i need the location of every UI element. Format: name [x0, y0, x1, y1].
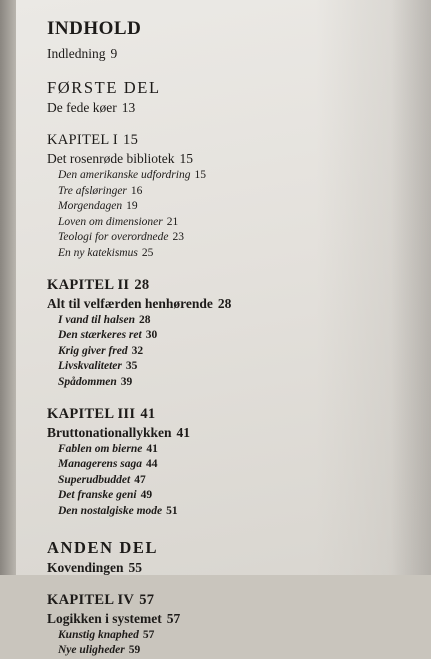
chapter-3-item-2 [47, 457, 347, 473]
item-page: 35 [125, 360, 138, 373]
chapter-1-entry [47, 150, 347, 168]
chapter-2-item-3 [47, 344, 347, 360]
chapter-1-label: KAPITEL I [47, 132, 119, 148]
chapter-4-entry-title: Logikken i systemet [47, 610, 162, 626]
chapter-2-item-5 [47, 375, 347, 391]
item-page: 59 [128, 644, 141, 657]
chapter-3-label: KAPITEL III [47, 405, 136, 422]
part-2-entry-title: Kovendingen [47, 559, 124, 575]
part-1-entry [47, 99, 347, 117]
item-title: Livskvaliteter [58, 360, 122, 373]
chapter-4-page: 57 [139, 591, 155, 608]
chapter-4-entry [47, 610, 347, 628]
chapter-2-item-4 [47, 359, 347, 375]
item-page: 41 [146, 442, 158, 455]
chapter-3-entry-page: 41 [176, 424, 191, 440]
intro-page: 9 [110, 46, 118, 61]
item-title: Loven om dimensioner [58, 215, 163, 228]
item-page: 51 [166, 504, 178, 517]
item-title: Superudbuddet [58, 473, 131, 486]
chapter-1-item-1 [47, 168, 347, 184]
item-title: Det franske geni [58, 489, 137, 502]
part-1-entry-page: 13 [121, 100, 136, 115]
chapter-1-item-4 [47, 215, 347, 231]
item-page: 47 [134, 473, 146, 486]
part-2-entry-page: 55 [128, 559, 143, 575]
chapter-2-entry-title: Alt til velfærden henhørende [47, 295, 213, 311]
chapter-1-item-2 [47, 184, 347, 200]
item-page: 15 [194, 169, 206, 181]
item-page: 28 [139, 313, 151, 326]
item-title: Teologi for overordnede [58, 231, 169, 244]
item-title: I vand til halsen [58, 313, 136, 326]
chapter-1-entry-page: 15 [179, 151, 193, 166]
chapter-1-heading [47, 131, 347, 150]
item-title: En ny katekismus [58, 246, 138, 259]
chapter-1-entry-title: Det rosenrøde bibliotek [47, 151, 175, 166]
item-page: 21 [166, 215, 179, 228]
chapter-1-item-6 [47, 246, 347, 262]
item-title: Krig giver fred [58, 344, 128, 357]
item-title: Den stærkeres ret [58, 329, 142, 342]
part-2-entry [47, 559, 347, 577]
item-title: Fablen om bierne [58, 442, 143, 455]
item-page: 16 [130, 184, 143, 197]
part-heading-1: FØRSTE DEL [47, 78, 161, 97]
chapter-2-label: KAPITEL II [47, 276, 130, 293]
item-page: 30 [145, 329, 158, 342]
chapter-4-label: KAPITEL IV [47, 591, 135, 608]
table-of-contents [47, 16, 347, 659]
chapter-4-item-1 [47, 628, 347, 644]
chapter-2-entry [47, 295, 347, 313]
chapter-2-entry-page: 28 [217, 295, 232, 311]
book-spine-edge [0, 0, 16, 575]
chapter-2-heading [47, 276, 347, 295]
chapter-3-item-4 [47, 488, 347, 504]
item-title: Tre afsløringer [58, 184, 127, 197]
item-page: 23 [172, 231, 185, 244]
item-title: Managerens saga [58, 458, 143, 471]
chapter-1-page: 15 [123, 132, 139, 148]
chapter-3-entry [47, 424, 347, 442]
item-page: 39 [120, 375, 133, 388]
book-page [16, 0, 431, 657]
item-page: 32 [131, 344, 144, 357]
intro-entry [47, 45, 347, 63]
chapter-4-heading [47, 591, 347, 610]
item-page: 25 [141, 246, 154, 259]
item-page: 19 [126, 200, 138, 213]
chapter-1-item-5 [47, 230, 347, 246]
item-title: Kunstig knaphed [58, 628, 139, 641]
item-title: Spådommen [58, 375, 117, 388]
item-page: 57 [142, 628, 155, 641]
item-title: Morgendagen [58, 200, 123, 213]
chapter-3-item-5 [47, 504, 347, 520]
chapter-2-item-1 [47, 313, 347, 329]
part-heading-2: ANDEN DEL [47, 537, 159, 557]
item-page: 49 [140, 489, 153, 502]
chapter-3-item-1 [47, 442, 347, 458]
chapter-2-item-2 [47, 328, 347, 344]
chapter-3-heading [47, 405, 347, 424]
toc-heading: INDHOLD [47, 18, 142, 39]
intro-title: Indledning [47, 46, 106, 61]
chapter-3-page: 41 [140, 405, 156, 422]
page-shadow [391, 0, 431, 575]
chapter-4-item-2 [47, 643, 347, 659]
chapter-4-entry-page: 57 [166, 610, 181, 626]
item-title: Den amerikanske udfordring [58, 169, 191, 181]
chapter-3-entry-title: Bruttonationallykken [47, 424, 172, 440]
chapter-3-item-3 [47, 473, 347, 489]
chapter-1-item-3 [47, 199, 347, 215]
chapter-2-page: 28 [134, 276, 150, 293]
part-1-entry-title: De fede køer [47, 100, 117, 115]
item-title: Den nostalgiske mode [58, 504, 163, 517]
item-page: 44 [146, 458, 158, 471]
item-title: Nye uligheder [58, 644, 125, 657]
